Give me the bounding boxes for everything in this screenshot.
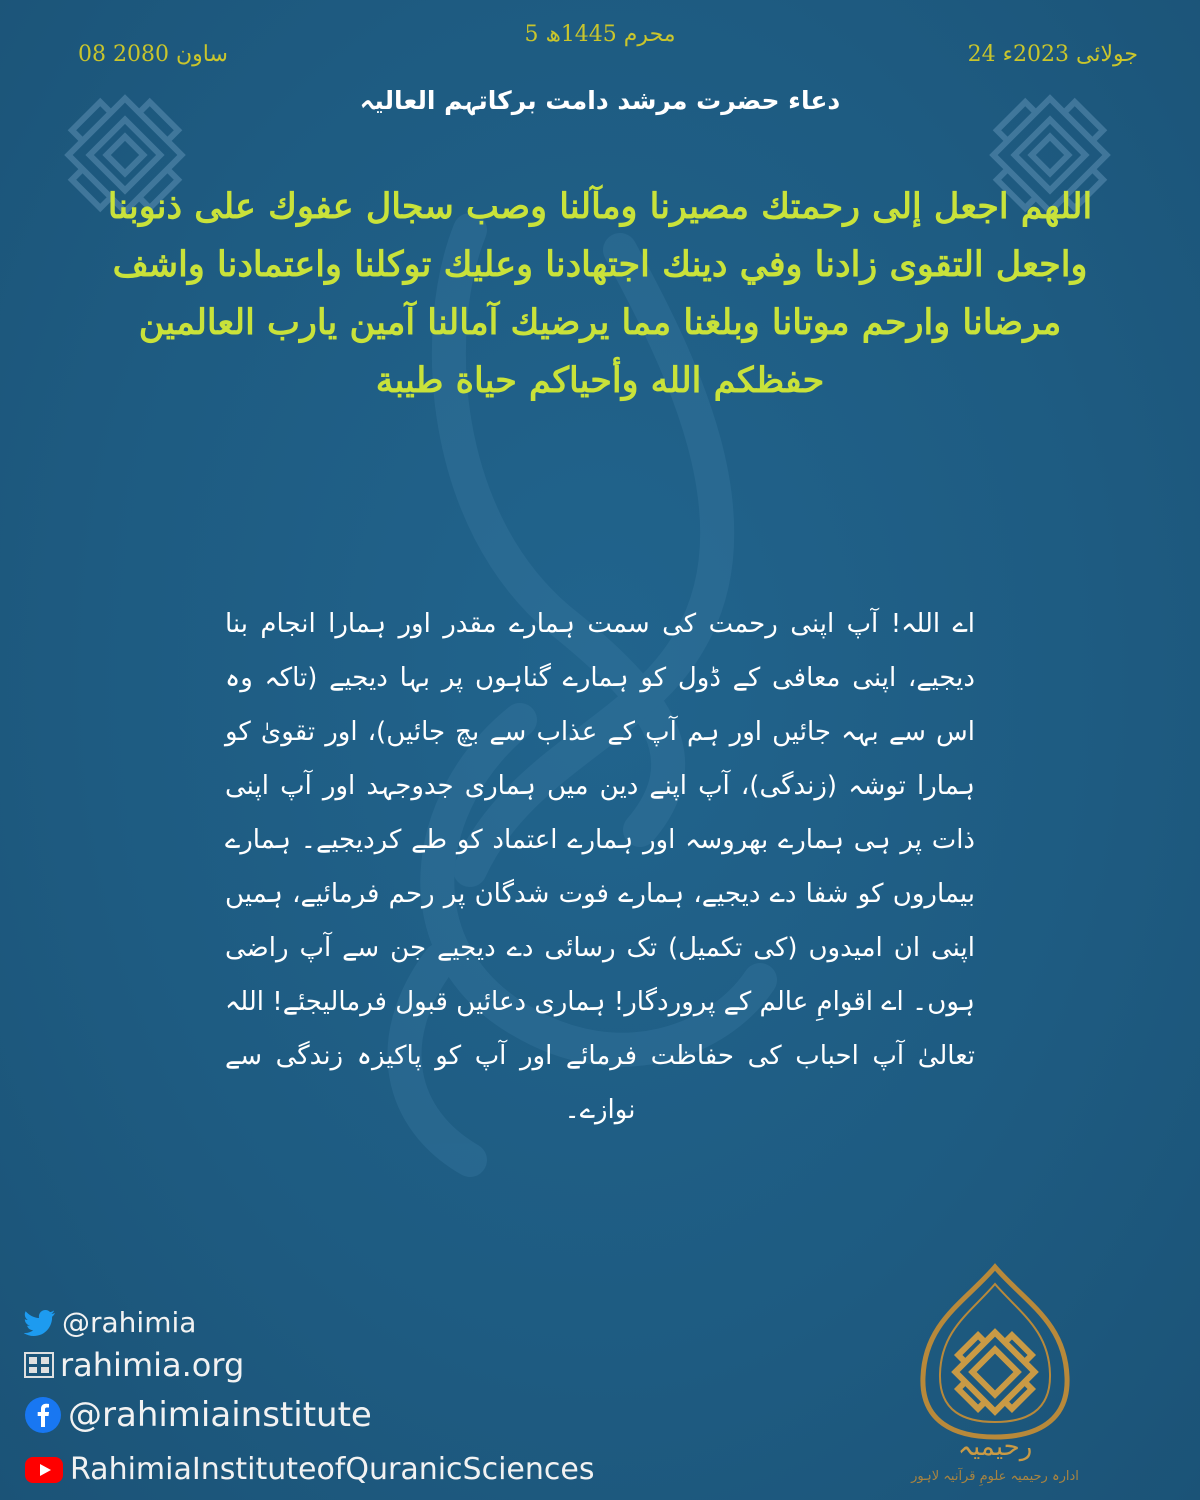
logo-caption: ادارہ رحیمیہ علومِ قرآنیہ لاہور xyxy=(911,1469,1079,1484)
website-link[interactable] xyxy=(24,1346,244,1384)
prayer-subtitle: دعاء حضرت مرشد دامت برکاتہم العالیہ xyxy=(359,86,841,115)
youtube-channel: RahimiaInstituteofQuranicSciences xyxy=(70,1452,595,1487)
gregorian-date: 24 جولائی 2023ء xyxy=(967,42,1138,67)
rahimia-logo xyxy=(905,1262,1085,1492)
youtube-link[interactable] xyxy=(24,1452,594,1487)
website-url: rahimia.org xyxy=(60,1346,245,1384)
facebook-link[interactable] xyxy=(24,1395,372,1435)
hijri-date: 5 محرم 1445ھ xyxy=(524,22,676,47)
twitter-handle: @rahimia xyxy=(62,1306,197,1339)
youtube-icon xyxy=(24,1456,64,1484)
twitter-icon xyxy=(24,1309,56,1337)
bikrami-date: 08 ساون 2080 xyxy=(78,42,228,67)
facebook-icon xyxy=(24,1396,62,1434)
facebook-handle: @rahimiainstitute xyxy=(68,1395,372,1435)
urdu-translation: اے اللہ! آپ اپنی رحمت کی سمت ہمارے مقدر اور ہمارا انجام بنا دیجیے، اپنی معافی کے ڈول کو ہمارے گناہوں پر بہا دیجیے (تاکہ وہ اس سے بہہ جائیں اور ہم آپ کے عذاب سے بچ جائیں)، اور تقویٰ کو ہمارا توشہ (زندگی)، آپ اپنے دین میں ہماری جدوجہد اور آپ اپنی ذات پر ہی ہمارے بھروسہ اور ہمارے اعتماد کو طے کردیجیے۔ ہمارے بیماروں کو شفا دے دیجیے، ہمارے فوت شدگان پر رحم فرمائیے، ہمیں اپنی ان امیدوں (کی تکمیل) تک رسائی دے دیجیے جن سے آپ راضی ہوں۔ اے اقوامِ عالم کے پروردگار! ہماری دعائیں قبول فرمالیجئے! اللہ تعالیٰ آپ احباب کی حفاظت فرمائے اور آپ کو پاکیزہ زندگی سے نوازے۔ xyxy=(225,609,975,1125)
arabic-prayer: اللهم اجعل إلى رحمتك مصيرنا ومآلنا وصب سجال عفوك على ذنوبنا واجعل التقوى زادنا وفي دينك اجتهادنا وعليك توكلنا واعتمادنا واشف مرضانا وارحم موتانا وبلغنا مما يرضيك آمالنا آمين يارب العالمين حفظكم الله وأحياكم حياة طيبة xyxy=(107,186,1093,401)
website-icon xyxy=(24,1352,54,1378)
twitter-link[interactable] xyxy=(24,1306,196,1339)
logo-name: رحیمیہ xyxy=(957,1432,1033,1462)
